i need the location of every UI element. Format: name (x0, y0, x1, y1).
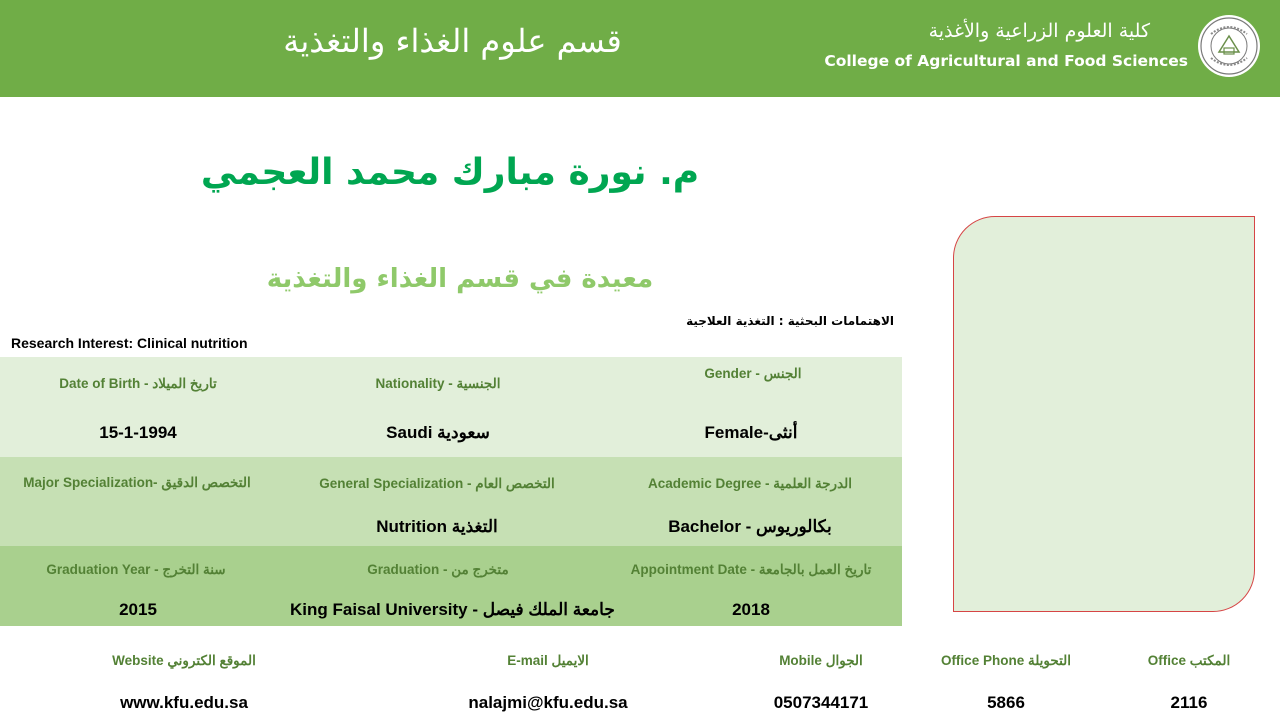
nationality-value: Saudi سعودية (386, 423, 490, 442)
general-specialization-label: General Specialization - التخصص العام (319, 476, 555, 491)
details-row-academic (0, 457, 902, 546)
academic-degree-label: Academic Degree - الدرجة العلمية (647, 476, 853, 491)
graduation-year-label: Graduation Year - سنة التخرج (46, 562, 226, 577)
email-link[interactable]: nalajmi@kfu.edu.sa (468, 693, 628, 712)
office-phone-label: Office Phone التحويلة (940, 653, 1072, 668)
college-name-arabic: كلية العلوم الزراعية والأغذية (928, 20, 1150, 42)
faculty-position: معيدة في قسم الغذاء والتغذية (266, 264, 654, 294)
mobile-label: Mobile الجوال (779, 653, 863, 668)
department-title: قسم علوم الغذاء والتغذية (283, 22, 622, 60)
website-label: Website الموقع الكتروني (112, 653, 256, 668)
date-of-birth-label: Date of Birth - تاريخ الميلاد (59, 376, 217, 391)
header-banner (0, 0, 1280, 97)
faculty-name: م. نورة مبارك محمد العجمي (200, 152, 700, 193)
office-phone-value: 5866 (987, 693, 1025, 712)
general-specialization-value: Nutrition التغذية (376, 517, 498, 536)
university-seal-icon (1197, 14, 1261, 78)
research-interest-arabic: الاهتمامات البحثية : التغذية العلاجية (686, 314, 894, 328)
graduation-value: King Faisal University - جامعة الملك فيصل (290, 600, 615, 619)
email-label: E-mail الايميل (507, 653, 589, 668)
details-row-personal (0, 357, 902, 457)
academic-degree-value: Bachelor - بكالوريوس (668, 517, 832, 536)
office-value: 2116 (1170, 693, 1208, 712)
website-link[interactable]: www.kfu.edu.sa (120, 693, 248, 712)
profile-photo-placeholder (953, 216, 1255, 612)
college-name-english: College of Agricultural and Food Sciences (824, 52, 1188, 70)
gender-label: Gender - الجنس (704, 366, 802, 381)
graduation-label: Graduation - متخرج من (367, 562, 509, 577)
details-row-career (0, 546, 902, 626)
nationality-label: Nationality - الجنسية (375, 376, 501, 391)
appointment-date-value: 2018 (732, 600, 770, 619)
graduation-year-value: 2015 (119, 600, 157, 619)
date-of-birth-value: 15-1-1994 (99, 423, 177, 442)
major-specialization-label: Major Specialization- التخصص الدقيق (23, 475, 251, 490)
office-label: Office المكتب (1147, 653, 1231, 668)
appointment-date-label: Appointment Date - تاريخ العمل بالجامعة (630, 562, 872, 577)
research-interest-english: Research Interest: Clinical nutrition (11, 335, 248, 351)
gender-value: Female-أنثى (704, 423, 798, 442)
mobile-value: 0507344171 (773, 693, 869, 712)
